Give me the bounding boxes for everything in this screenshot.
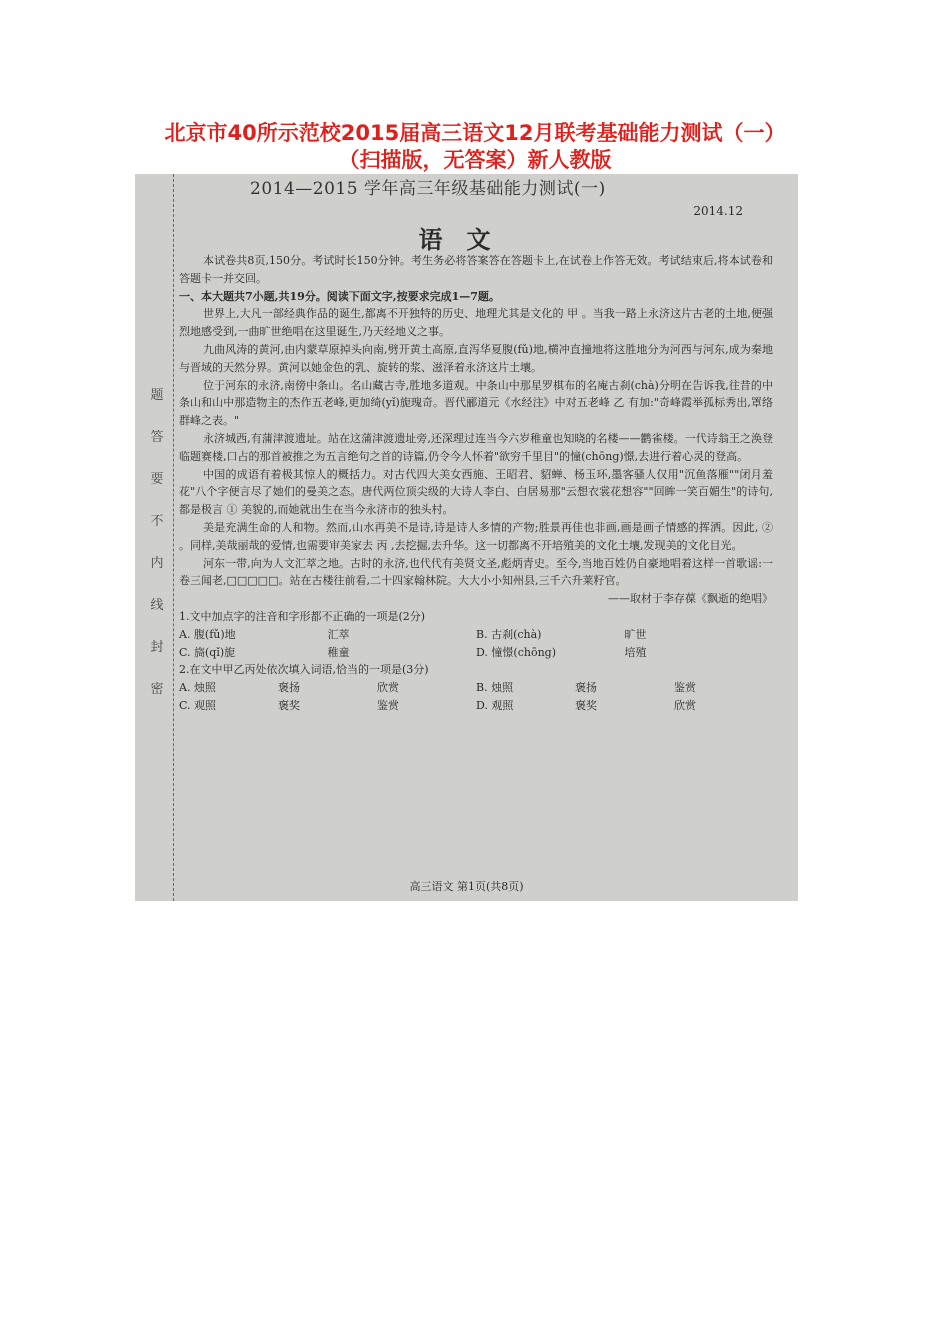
option-cell: 鉴赏 <box>674 681 696 695</box>
option-cell: A. 烛照 <box>179 681 216 695</box>
option-cell: 褒奖 <box>278 698 300 712</box>
binding-char: 题 <box>150 388 164 403</box>
exam-body <box>179 252 773 715</box>
binding-char: 内 <box>150 556 164 571</box>
document-title-line-1: 北京市40所示范校2015届高三语文12月联考基础能力测试（一） <box>164 121 786 145</box>
binding-margin-text <box>145 384 169 720</box>
option-cell: 旷世 <box>624 627 647 641</box>
page-footer: 高三语文 第1页(共8页) <box>409 880 524 893</box>
passage-paragraph: 九曲风涛的黄河,由内蒙草原掉头向南,劈开黄土高原,直泻华夏腹(fǔ)地,横冲直撞地将这胜地分为河西与河东,成为秦地与晋域的天然分界。黄河以她金色的乳、旋转的浆、滋泽着永济这片土壤。 <box>179 342 773 374</box>
option-cell: 欣赏 <box>377 681 399 695</box>
option-cell: 褒扬 <box>575 681 597 695</box>
binding-char: 要 <box>150 472 164 487</box>
question-stem: 1.文中加点字的注音和字形都不正确的一项是(2分) <box>179 609 426 623</box>
question-1 <box>179 608 773 661</box>
exam-header: 2014—2015 学年高三年级基础能力测试(一) <box>250 179 606 199</box>
option-cell: 汇萃 <box>327 627 350 641</box>
option-cell: B. 古刹(chà) <box>476 627 542 641</box>
option-cell: 褒奖 <box>575 698 597 712</box>
exam-date: 2014.12 <box>693 204 743 218</box>
binding-char: 密 <box>150 682 164 697</box>
option-cell: 褒扬 <box>278 681 300 695</box>
option-cell: 培殖 <box>624 645 647 659</box>
option-cell: B. 烛照 <box>476 681 514 695</box>
option-cell: 欣赏 <box>674 698 696 712</box>
binding-line <box>173 174 174 901</box>
option-cell: C. 旖(qǐ)旎 <box>179 645 236 659</box>
question-2 <box>179 661 773 714</box>
passage-paragraph: 永济城西,有蒲津渡遗址。站在这蒲津渡遗址旁,还深理过连当今六岁稚童也知晓的名楼——鹳雀楼。一代诗翁王之涣登临题赛楼,口占的那首被推之为五言绝句之首的诗篇,仍令今人怀着"欲穷千里目"的憧(chōng)憬,去进行着心灵的登高。 <box>179 431 773 463</box>
question-options-row <box>179 697 773 715</box>
passage-paragraph: 位于河东的永济,南傍中条山。名山藏古寺,胜地多道观。中条山中那星罗棋布的名庵古刹(chà)分明在告诉我,往昔的中条山和山中那造物主的杰作五老峰,更加绮(yǐ)旎瑰奇。晋代郦道元《水经注》中对五老峰 乙 有加:"奇峰霞举孤标秀出,罩络群峰之表。" <box>179 378 773 428</box>
scanned-exam-page <box>135 174 798 901</box>
passage-paragraph: 美是充满生命的人和物。然而,山水再美不是诗,诗是诗人多情的产物;胜景再佳也非画,画是画子情感的挥洒。因此, ② 。同样,美哉丽哉的爱情,也需要审美家去 丙 ,去挖掘,去升华。这一切都离不开培殖美的文化土壤,发现美的文化目光。 <box>179 520 773 552</box>
option-cell: 鉴赏 <box>377 698 399 712</box>
binding-char: 答 <box>150 430 164 445</box>
document-title <box>0 120 950 174</box>
question-stem: 2.在文中甲乙丙处依次填入词语,恰当的一项是(3分) <box>179 663 429 677</box>
binding-char: 封 <box>150 640 164 655</box>
passage-paragraph: 世界上,大凡一部经典作品的诞生,都离不开独特的历史、地理尤其是文化的 甲 。当我一路上永济这片古老的土地,便强烈地感受到,一曲旷世绝唱在这里诞生,乃天经地义之事。 <box>179 307 773 339</box>
option-cell: D. 憧憬(chōng) <box>476 645 556 659</box>
binding-char: 线 <box>150 598 164 613</box>
binding-char: 不 <box>150 514 164 529</box>
passage-paragraph: 河东一带,向为人文汇萃之地。古时的永济,也代代有美贤文圣,彪炳青史。至今,当地百姓仍自豪地唱着这样一首歌谣:一卷三闻老,□□□□□。站在古楼往前看,二十四家翰林院。大大小小知州县,三千六升莱籽官。 <box>179 556 773 588</box>
passage-paragraph: 中国的成语有着极其惊人的概括力。对古代四大美女西施、王昭君、貂蝉、杨玉环,墨客骚人仅用"沉鱼落雁""闭月羞花"八个字便言尽了她们的曼美之态。唐代两位顶尖级的大诗人李白、白居易那"云想衣裳花想容""回眸一笑百媚生"的诗句,都是极言 ① 美貌的,而她就出生在当今永济市的独头村。 <box>179 467 773 517</box>
option-cell: C. 观照 <box>179 698 217 712</box>
question-options-row <box>179 626 773 644</box>
question-options-row <box>179 644 773 662</box>
option-cell: A. 腹(fǔ)地 <box>179 627 236 641</box>
passage-source: ——取材于李存葆《飘逝的绝唱》 <box>608 592 773 606</box>
question-options-row <box>179 679 773 697</box>
section-heading: 一、本大题共7小题,共19分。阅读下面文字,按要求完成1—7题。 <box>179 289 500 303</box>
document-title-line-2: （扫描版，无答案）新人教版 <box>338 148 612 172</box>
option-cell: 稚童 <box>327 645 350 659</box>
subject-title: 语文 <box>418 225 515 254</box>
exam-instructions: 本试卷共8页,150分。考试时长150分钟。考生务必将答案答在答题卡上,在试卷上作答无效。考试结束后,将本试卷和答题卡一并交回。 <box>179 254 773 285</box>
option-cell: D. 观照 <box>476 698 514 712</box>
